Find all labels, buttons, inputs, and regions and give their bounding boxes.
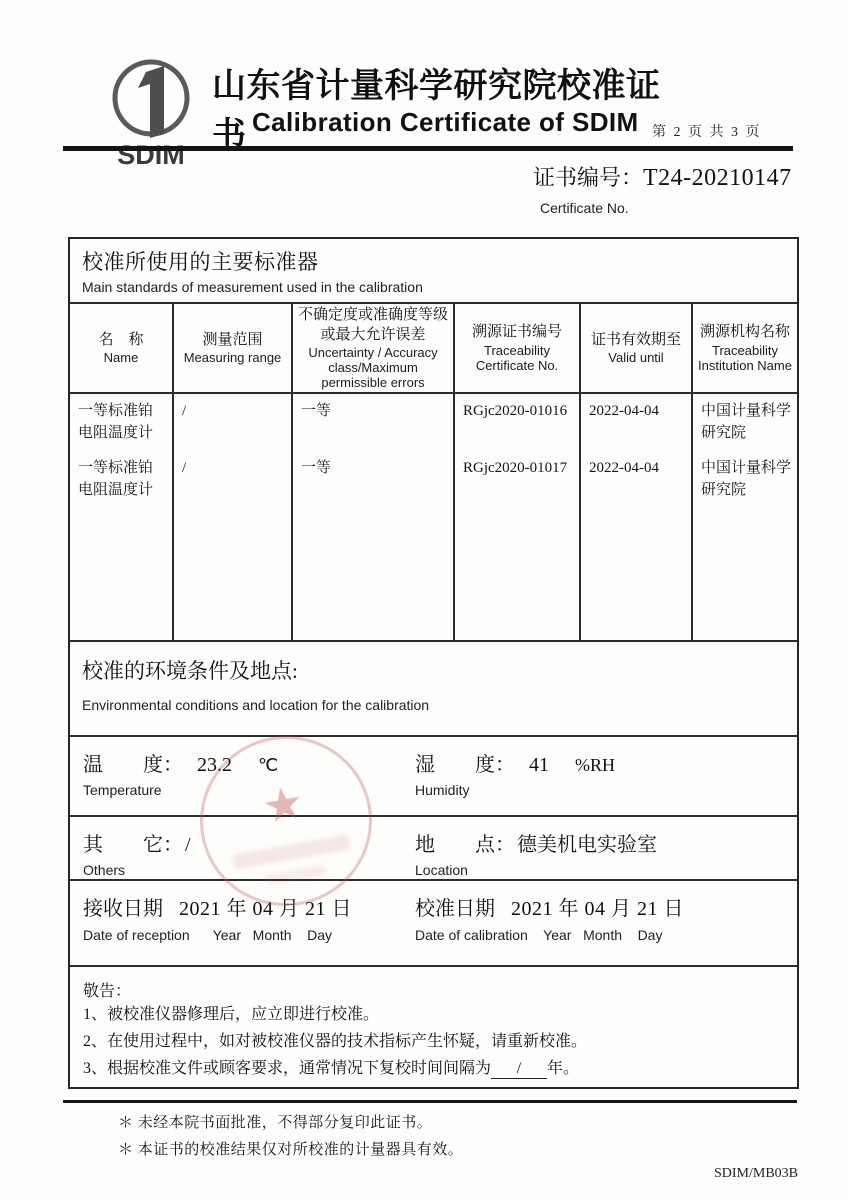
col-header-name: [70, 304, 174, 392]
table-cell: 一等标准铂电阻温度计: [78, 460, 154, 498]
col-header-range: [174, 304, 293, 392]
footer-note-1: ＊ 未经本院书面批准，不得部分复印此证书。: [118, 1115, 433, 1131]
certificate-number: [533, 161, 792, 192]
table-col-uncertainty: [293, 394, 455, 640]
sdim-logo: [94, 54, 208, 170]
page-number-info: 第 2 页 共 3 页: [652, 125, 762, 140]
table-cell: RGjc2020-01017: [463, 460, 568, 476]
humidity-label-en: Humidity: [415, 782, 470, 798]
table-cell: 一等: [301, 403, 332, 419]
calibration-date-value: 2021 年 04 月 21 日: [511, 898, 684, 920]
environment-section-header: [70, 640, 797, 735]
others-label-cn: 其 它：: [83, 834, 183, 856]
col-header-institution: [693, 304, 797, 392]
col-header-trace-cert: [455, 304, 581, 392]
col-header-institution-en: Traceability Institution Name: [698, 342, 792, 373]
logo-numeral-one-icon: [138, 66, 164, 138]
humidity-label-cn: 湿 度：: [415, 754, 515, 776]
col-header-name-en: Name: [103, 350, 139, 366]
col-header-trace-cert-en: Traceability Certificate No.: [475, 342, 559, 373]
table-cell: 2022-04-04: [589, 403, 659, 419]
recalibration-interval-blank: /: [491, 1060, 547, 1079]
page-title-cn: 山东省计量科学研究院校准证书: [212, 68, 661, 154]
table-cell: 一等: [301, 460, 332, 476]
notice-item-2: 2、在使用过程中，如对被校准仪器的技术指标产生怀疑，请重新校准。: [83, 1033, 588, 1050]
notice-item-1: 1、被校准仪器修理后，应立即进行校准。: [83, 1006, 380, 1023]
location-label-en: Location: [415, 862, 468, 878]
col-header-range-en: Measuring range: [183, 350, 282, 366]
notice-item-3: [83, 1055, 783, 1082]
calibration-date-field: [415, 881, 797, 965]
environment-title-cn: 校准的环境条件及地点:: [82, 659, 298, 683]
location-label-cn: 地 点：: [415, 834, 515, 856]
certificate-body: [68, 237, 799, 1089]
temperature-label-en: Temperature: [83, 782, 162, 798]
table-col-name: [70, 394, 174, 640]
table-col-institution: [693, 394, 797, 640]
standards-title-cn: 校准所使用的主要标准器: [82, 250, 319, 274]
standards-table-header: [70, 302, 797, 394]
others-location-row: [70, 815, 797, 879]
table-cell: 中国计量科学研究院: [701, 403, 792, 441]
notice-title: 敬告：: [83, 983, 132, 1000]
reception-date-label-en: Date of reception Year Month Day: [83, 927, 333, 943]
others-value: /: [185, 834, 191, 856]
calibration-date-label-cn: 校准日期: [415, 898, 495, 920]
certificate-number-label: 证书编号：: [533, 165, 644, 190]
certificate-number-label-en: Certificate No.: [540, 200, 629, 216]
col-header-institution-cn: 溯源机构名称: [699, 324, 790, 341]
humidity-field: [415, 737, 797, 815]
reception-date-label-cn: 接收日期: [83, 898, 163, 920]
table-cell: /: [182, 460, 187, 476]
table-cell: /: [182, 403, 187, 419]
temperature-value: 23.2: [197, 754, 232, 776]
calibration-date-label-en: Date of calibration Year Month Day: [415, 927, 663, 943]
notice-item-3-suffix: 年。: [547, 1060, 580, 1077]
col-header-valid-until-en: Valid until: [608, 350, 664, 366]
dates-row: [70, 879, 797, 965]
header-divider: [63, 146, 793, 151]
col-header-uncertainty: [293, 304, 455, 392]
table-col-trace-cert: [455, 394, 581, 640]
temperature-field: [70, 737, 415, 815]
col-header-valid-until-cn: 证书有效期至: [590, 331, 681, 348]
col-header-uncertainty-cn: 不确定度或准确度等级或最大允许误差: [297, 306, 448, 344]
logo-text: SDIM: [117, 140, 185, 170]
table-col-range: [174, 394, 293, 640]
star-icon: ★: [258, 776, 308, 834]
col-header-valid-until: [581, 304, 693, 392]
temperature-label-cn: 温 度：: [83, 754, 183, 776]
footer-divider: [63, 1100, 797, 1103]
location-value: 德美机电实验室: [517, 834, 657, 856]
temperature-humidity-row: [70, 735, 797, 815]
humidity-value: 41: [529, 754, 549, 776]
standards-table-body: [70, 394, 797, 640]
table-cell: 一等标准铂电阻温度计: [78, 403, 154, 441]
reception-date-value: 2021 年 04 月 21 日: [179, 898, 352, 920]
temperature-unit: ℃: [258, 755, 279, 775]
table-cell: 2022-04-04: [589, 460, 659, 476]
standards-section-header: [70, 239, 797, 302]
table-cell: 中国计量科学研究院: [701, 460, 792, 498]
table-col-valid-until: [581, 394, 693, 640]
col-header-name-cn: 名 称: [98, 331, 144, 348]
col-header-uncertainty-en: Uncertainty / Accuracy class/Maximum permissible errors: [308, 345, 438, 391]
notice-section: [70, 965, 797, 1087]
col-header-range-cn: 测量范围: [202, 331, 263, 348]
certificate-number-value: T24-20210147: [643, 165, 792, 191]
standards-title-en: Main standards of measurement used in the calibration: [82, 279, 423, 295]
environment-title-en: Environmental conditions and location for the calibration: [82, 697, 430, 713]
col-header-trace-cert-cn: 溯源证书编号: [471, 324, 562, 341]
others-field: [70, 817, 415, 879]
others-label-en: Others: [83, 862, 126, 878]
humidity-unit: %RH: [575, 755, 615, 775]
form-number: SDIM/MB03B: [714, 1166, 799, 1181]
notice-item-3-text: 3、根据校准文件或顾客要求，通常情况下复校时间间隔为: [83, 1060, 492, 1077]
location-field: [415, 817, 797, 879]
page-title-en: Calibration Certificate of SDIM: [252, 107, 639, 137]
footer-note-2: ＊ 本证书的校准结果仅对所校准的计量器具有效。: [118, 1142, 464, 1158]
reception-date-field: [70, 881, 415, 965]
table-cell: RGjc2020-01016: [463, 403, 568, 419]
